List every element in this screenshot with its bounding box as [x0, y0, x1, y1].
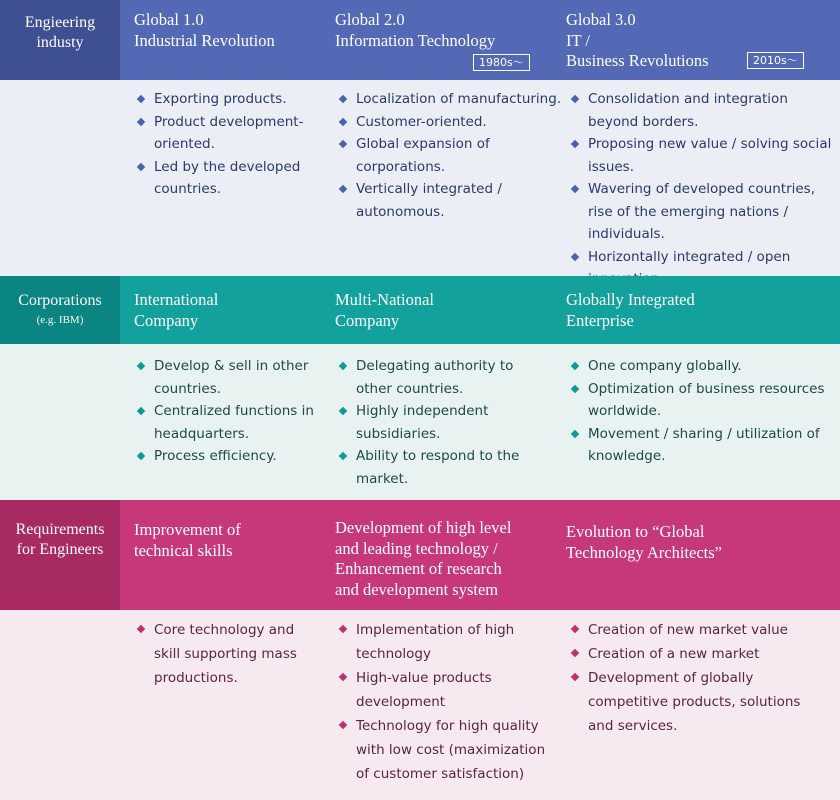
section1-label-line1: Engieering — [24, 14, 96, 31]
section3-col2-list — [337, 618, 552, 786]
title-line: Global 1.0 — [134, 10, 204, 29]
list-item: Movement / sharing / utilization of knowledge. — [569, 423, 829, 468]
list-item: Core technology and skill supporting mass productions. — [135, 618, 310, 690]
list-item: Product development-oriented. — [135, 111, 325, 156]
list-item: Proposing new value / solving social issues. — [569, 133, 835, 178]
list-item: Exporting products. — [135, 88, 325, 111]
list-item: Localization of manufacturing. — [337, 88, 562, 111]
col-global-2-title — [335, 10, 495, 80]
col-global-3-title — [566, 10, 709, 80]
list-item: Highly independent subsidiaries. — [337, 400, 537, 445]
title-line: International — [134, 290, 219, 309]
list-item: Led by the developed countries. — [135, 156, 325, 201]
list-item: One company globally. — [569, 355, 829, 378]
section2-sublabel: (e.g. IBM) — [36, 314, 84, 326]
title-line: and leading technology / — [335, 538, 498, 558]
title-line: Business Revolutions — [566, 51, 709, 70]
title-line: Evolution to “Global — [566, 522, 705, 541]
era-badge-1980s: 1980s～ — [473, 54, 530, 71]
title-line: Technology Architects” — [566, 542, 723, 562]
list-item: Delegating authority to other countries. — [337, 355, 537, 400]
section1-col3-list — [569, 88, 835, 291]
title-line: technical skills — [134, 540, 233, 560]
section2-label-line1: Corporations — [18, 292, 102, 309]
section2-col1-list — [135, 355, 325, 468]
section3-col3-list — [569, 618, 824, 738]
section1-header — [0, 0, 840, 80]
list-item: Technology for high quality with low cost (maximization of customer satisfaction) — [337, 714, 552, 786]
col-intl-company-title — [134, 290, 218, 344]
list-item: Optimization of business resources worldwide. — [569, 378, 829, 423]
list-item: Implementation of high technology — [337, 618, 552, 666]
section3-label-line1: Requirements — [15, 521, 105, 538]
title-line: Information Technology — [335, 30, 496, 50]
col-architects-title — [566, 522, 722, 610]
section1-label-line2: industy — [36, 34, 84, 51]
title-line: Development of high level — [335, 518, 512, 537]
list-item: Development of globally competitive products, solutions and services. — [569, 666, 824, 738]
list-item: Consolidation and integration beyond borders. — [569, 88, 835, 133]
list-item: Creation of a new market — [569, 642, 824, 666]
list-item: Vertically integrated / autonomous. — [337, 178, 562, 223]
title-line: Enhancement of research — [335, 559, 502, 578]
section1-label — [0, 0, 120, 80]
list-item: Develop & sell in other countries. — [135, 355, 325, 400]
list-item: Centralized functions in headquarters. — [135, 400, 325, 445]
col-tech-skills-title — [134, 520, 241, 610]
section2-col3-list — [569, 355, 829, 468]
col-gie-title — [566, 290, 695, 344]
title-line: Company — [134, 310, 199, 330]
section3-label-line2: for Engineers — [16, 541, 104, 558]
list-item: Process efficiency. — [135, 445, 325, 468]
list-item: High-value products development — [337, 666, 552, 714]
section1-col2-list — [337, 88, 562, 223]
list-item: Horizontally integrated / open — [569, 246, 835, 291]
list-item: Global expansion of corporations. — [337, 133, 562, 178]
section3-header — [0, 500, 840, 610]
title-line: and development system — [335, 579, 499, 599]
col-high-level-tech-title — [335, 518, 511, 610]
section2-label — [0, 276, 120, 344]
list-item: Creation of new market value — [569, 618, 824, 642]
section2-col2-list — [337, 355, 537, 490]
list-item: Customer-oriented. — [337, 111, 562, 134]
section2-header — [0, 276, 840, 344]
list-item: Wavering of developed countries, rise of the emerging nations / individuals. — [569, 178, 835, 246]
title-line: Global 3.0 — [566, 10, 636, 29]
title-line: Industrial Revolution — [134, 30, 275, 50]
title-line: Global 2.0 — [335, 10, 405, 29]
section1-col1-list — [135, 88, 325, 201]
title-line: Globally Integrated — [566, 290, 695, 309]
title-line: Improvement of — [134, 520, 241, 539]
title-line: IT / — [566, 30, 590, 50]
col-global-1-title — [134, 10, 275, 80]
section3-label — [0, 500, 120, 610]
title-line: Company — [335, 310, 400, 330]
list-item: Ability to respond to the market. — [337, 445, 537, 490]
era-badge-2010s: 2010s～ — [747, 52, 804, 69]
title-line: Enterprise — [566, 310, 634, 330]
section3-col1-list — [135, 618, 310, 690]
col-multinational-title — [335, 290, 434, 344]
title-line: Multi-National — [335, 290, 434, 309]
